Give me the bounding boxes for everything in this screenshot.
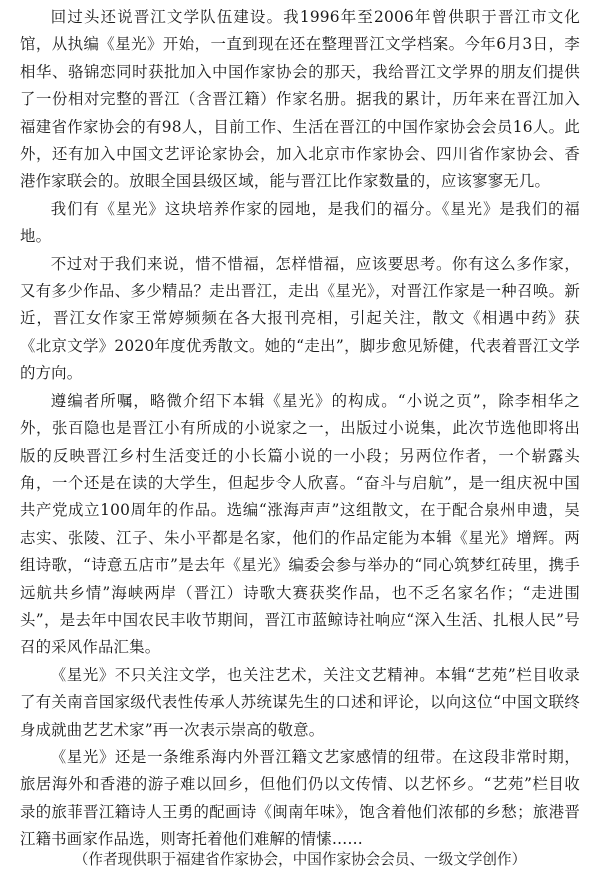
paragraph-overseas-bond: 《星光》还是一条维系海内外晋江籍文艺家感情的纽带。在这段非常时期，旅居海外和香港的游子难以回乡，但他们仍以文传情、以艺怀乡。“艺苑”栏目收录的旅菲晋江籍诗人王勇的配画诗《闽南年味》，饱含着他们浓郁的乡愁；旅港晋江籍书画家作品选，则寄托着他们难解的情愫……: [20, 747, 580, 849]
paragraph-blessing: 我们有《星光》这块培养作家的园地，是我们的福分。《星光》是我们的福地。: [20, 199, 580, 246]
author-note: （作者现供职于福建省作家协会，中国作家协会会员、一级文学创作）: [73, 851, 527, 868]
paragraph-cherish: 不过对于我们来说，惜不惜福，怎样惜福，应该要思考。你有这么多作家，又有多少作品、多少精品？走出晋江，走出《星光》，对晋江作家是一种召唤。新近，晋江女作家王常婷频频在各大报刊亮相，引起关注，散文《相遇中药》获《北京文学》2020年度优秀散文。她的“走出”，脚步愈见矫健，代表着晋江文学的方向。: [20, 254, 580, 383]
paragraph-writer-team: 回过头还说晋江文学队伍建设。我1996年至2006年曾供职于晋江市文化馆，从执编《星光》开始，一直到现在还在整理晋江文学档案。今年6月3日，李相华、骆锦恋同时获批加入中国作家协会的那天，我给晋江文学界的朋友们提供了一份相对完整的晋江（含晋江籍）作家名册。据我的累计，历年来在晋江加入福建省作家协会的有98人，目前工作、生活在晋江的中国作家协会会员16人。此外，还有加入中国文艺评论家协会，加入北京市作家协会、四川省作家协会、香港作家联会的。放眼全国县级区域，能与晋江比作家数量的，应该寥寥无几。: [20, 8, 580, 191]
paragraph-issue-contents: 遵编者所嘱，略微介绍下本辑《星光》的构成。“小说之页”，除李相华之外，张百隐也是晋江小有所成的小说家之一，出版过小说集，此次节选他即将出版的反映晋江乡村生活变迁的小长篇小说的一小段；另两位作者，一个崭露头角，一个还是在读的大学生，但起步令人欣喜。“奋斗与启航”，是一组庆祝中国共产党成立100周年的作品。选编“涨海声声”这组散文，在于配合泉州申遗，吴志实、张陵、江子、朱小平都是名家，他们的作品定能为本辑《星光》增辉。两组诗歌，“诗意五店市”是去年《星光》编委会参与举办的“同心筑梦红砖里，携手远航共乡情”海峡两岸（晋江）诗歌大赛获奖作品，也不乏名家名作；“走进围头”，是去年中国农民丰收节期间，晋江市蓝鲸诗社响应“深入生活、扎根人民”号召的采风作品汇集。: [20, 391, 580, 657]
paragraph-art-focus: 《星光》不只关注文学，也关注艺术，关注文艺精神。本辑“艺苑”栏目收录了有关南音国家级代表性传承人苏统谋先生的口述和评论，以向这位“中国文联终身成就曲艺艺术家”再一次表示崇高的敬意。: [20, 665, 580, 739]
